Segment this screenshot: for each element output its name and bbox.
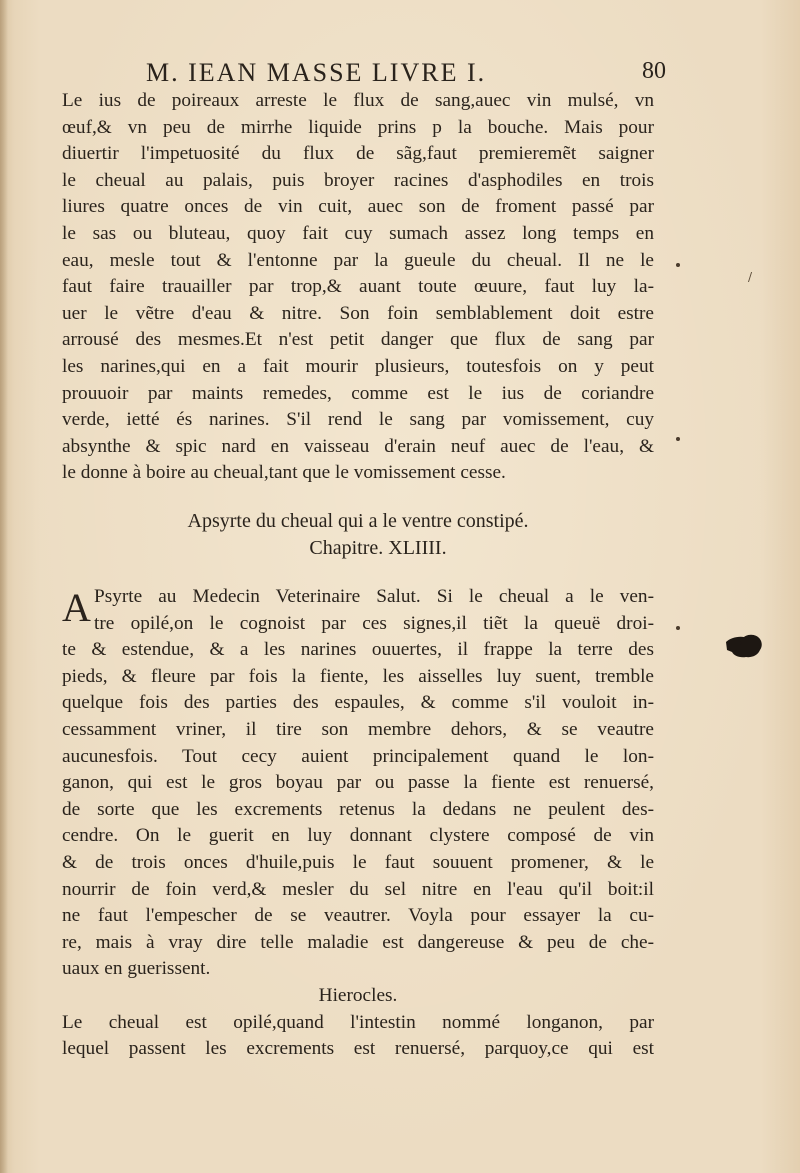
hierocles-heading: Hierocles. [318,984,398,1006]
text-line: re, mais à vray dire telle maladie est dangereuse & peu de che- [62,931,654,953]
margin-mark: / [748,270,753,284]
text-line: prouuoir par maints remedes, comme est le ius de coriandre [62,382,654,404]
text-line: uer le vẽtre d'eau & nitre. Son foin semblablement doit estre [62,302,654,324]
text-line: tre opilé,on le cognoist par ces signes,il tiẽt la queuë droi- [94,612,654,634]
text-line: les narines,qui en a fait mourir plusieurs, toutesfois on y peut [62,355,654,377]
margin-dot [676,626,680,630]
page-number: 80 [642,58,666,84]
text-line: verde, ietté és narines. S'il rend le sang par vomissement, cuy [62,409,654,431]
binding-edge [0,0,8,1173]
text-line: uaux en guerissent. [62,958,211,980]
text-line: nourrir de foin verd,& mesler du sel nitre en l'eau qu'il boit:il [62,878,654,900]
text-line: absynthe & spic nard en vaisseau d'erain neuf auec de l'eau, & [62,435,654,457]
text-line: Psyrte au Medecin Veterinaire Salut. Si le cheual a le ven- [94,586,654,607]
text-line: eau, mesle tout & l'entonne par la gueule du cheual. Il ne le [62,249,654,271]
text-line: quelque fois des parties des espaules, & comme s'il vouloit in- [62,692,654,714]
text-line: ne faut l'empescher de se veautrer. Voyla pour essayer la cu- [62,905,654,927]
chapter-number: Chapitre. XLIIII. [309,537,447,559]
text-line: faut faire trauailler par trop,& auant toute œuure, faut luy la- [62,276,654,298]
text-line: de sorte que les excrements retenus la dedans ne peulent des- [62,798,654,820]
text-line: Le ius de poireaux arreste le flux de sang,auec vin mulsé, vn [62,90,654,111]
text-line: cessamment vriner, il tire son membre dehors, & se veautre [62,718,654,740]
text-line: le donne à boire au cheual,tant que le vomissement cesse. [62,462,506,484]
chapter-title: Apsyrte du cheual qui a le ventre constipé. [187,510,529,532]
page-header [146,58,666,92]
text-line: cendre. On le guerit en luy donnant clystere composé de vin [62,825,654,847]
text-line: diuertir l'impetuosité du flux de sãg,faut premieremẽt saigner [62,143,654,165]
text-line: aucunesfois. Tout cecy auient principalement quand le lon- [62,745,654,767]
text-line: & de trois onces d'huile,puis le faut souuent promener, & le [62,851,654,873]
text-line: Le cheual est opilé,quand l'intestin nommé longanon, par [62,1011,654,1033]
margin-dot [676,437,680,441]
text-line: liures quatre onces de vin cuit, auec son de froment passé par [62,196,654,218]
text-line: arrousé des mesmes.Et n'est petit danger que flux de sang par [62,329,654,351]
running-title: M. IEAN MASSE LIVRE I. [146,58,487,87]
text-line: le cheual au palais, puis broyer racines d'asphodiles en trois [62,169,654,191]
text-line: le sas ou bluteau, quoy fait cuy sumach assez long temps en [62,222,654,244]
text-line: ganon, qui est le gros boyau par ou passe la fiente est renuersé, [62,772,654,794]
text-line: pieds, & fleure par fois la fiente, les aisselles luy suent, tremble [62,665,654,687]
chapter-heading [62,508,654,562]
paragraph-blood-flux [62,88,654,487]
text-line: te & estendue, & a les narines ouuertes, il frappe la terre des [62,639,654,661]
pointing-hand-icon [724,628,764,662]
paragraph-constipation [62,584,654,1063]
drop-cap: A [62,585,91,630]
text-line: lequel passent les excrements est renuersé, parquoy,ce qui est [62,1038,654,1060]
text-line: œuf,& vn peu de mirrhe liquide prins p la bouche. Mais pour [62,116,654,138]
margin-dot [676,263,680,267]
